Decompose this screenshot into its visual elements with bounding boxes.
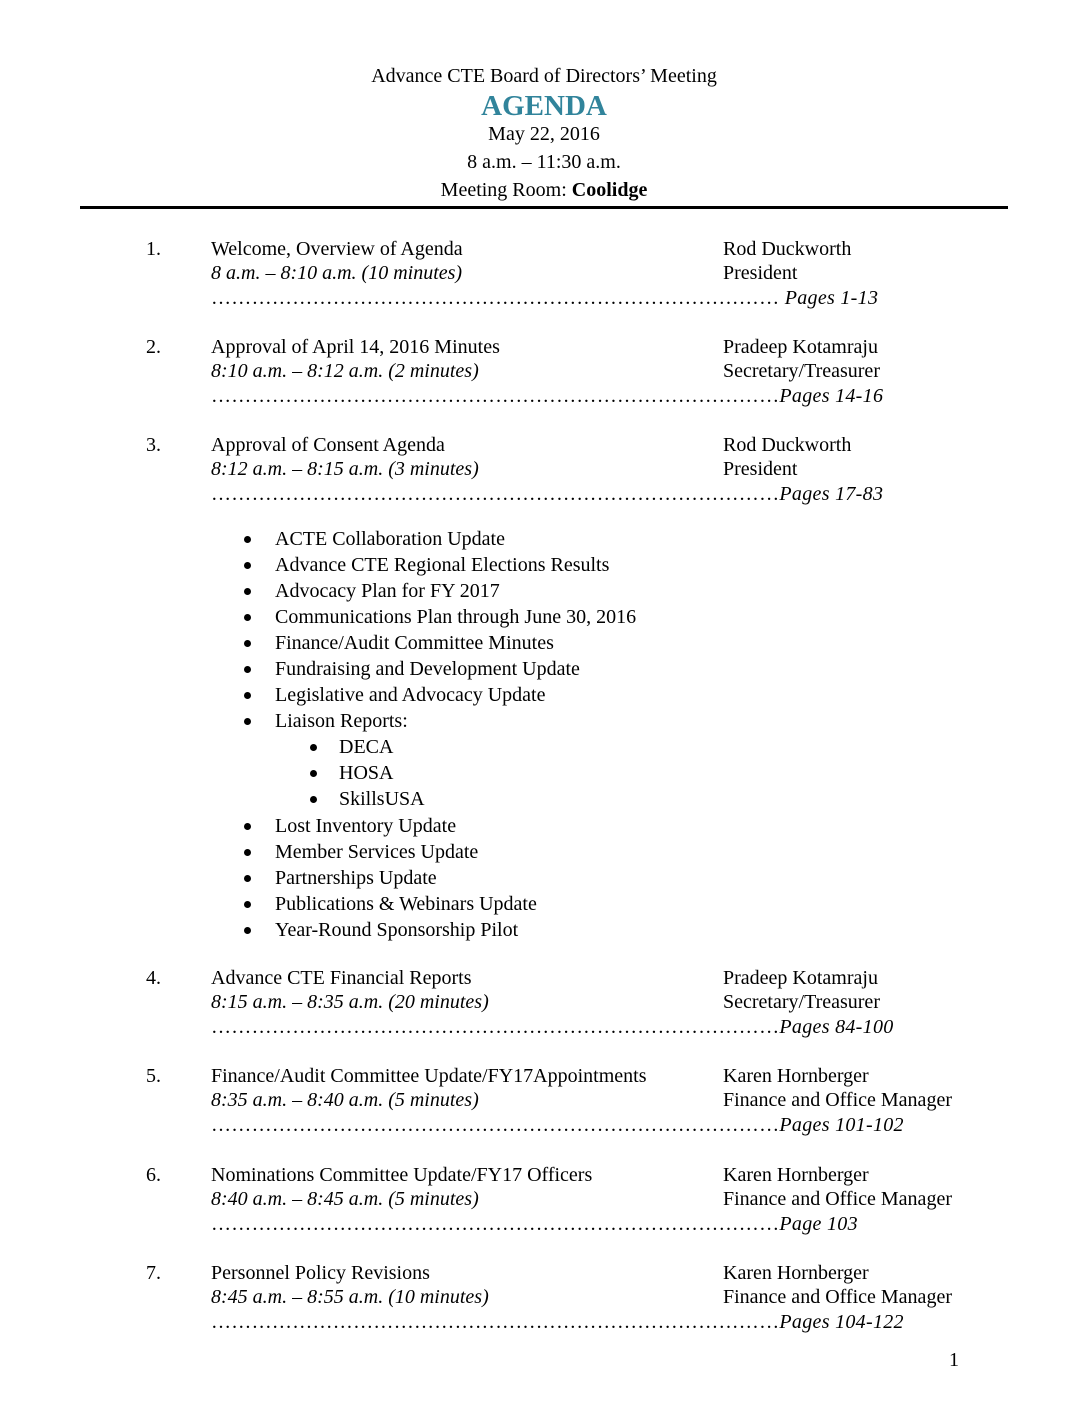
list-item-text: Advance CTE Regional Elections Results bbox=[275, 554, 610, 576]
item-pages: Pages 84-100 bbox=[779, 1016, 894, 1038]
item-presenter-role: Finance and Office Manager bbox=[723, 1089, 952, 1111]
item-time: 8 a.m. – 8:10 a.m. (10 minutes) bbox=[211, 262, 463, 284]
bullet-icon bbox=[244, 536, 251, 543]
item-pages: Pages 17-83 bbox=[779, 483, 884, 505]
bullet-icon bbox=[310, 796, 317, 803]
item-leader bbox=[211, 1015, 894, 1040]
item-title: Approval of April 14, 2016 Minutes bbox=[211, 336, 500, 358]
item-presenter-role: President bbox=[723, 458, 798, 480]
dot-leader: ………………………………………………………………………… bbox=[211, 287, 785, 309]
item-pages: Pages 104-122 bbox=[779, 1311, 904, 1333]
meeting-room-name: Coolidge bbox=[571, 179, 648, 201]
meeting-date: May 22, 2016 bbox=[488, 123, 600, 145]
list-item-text: Year-Round Sponsorship Pilot bbox=[275, 919, 519, 941]
meeting-time: 8 a.m. – 11:30 a.m. bbox=[467, 151, 621, 173]
item-leader bbox=[211, 1310, 904, 1335]
dot-leader: ………………………………………………………………………… bbox=[211, 385, 780, 407]
item-number: 3. bbox=[146, 434, 161, 456]
item-leader bbox=[211, 286, 878, 311]
list-item-text: HOSA bbox=[339, 762, 394, 784]
dot-leader: ………………………………………………………………………… bbox=[211, 1016, 780, 1038]
bullet-icon bbox=[310, 770, 317, 777]
item-presenter: Karen Hornberger bbox=[723, 1065, 869, 1087]
meeting-name: Advance CTE Board of Directors’ Meeting bbox=[371, 65, 717, 87]
item-number: 4. bbox=[146, 967, 161, 989]
agenda-item-2 bbox=[0, 335, 1088, 410]
bullet-icon bbox=[244, 875, 251, 882]
item-presenter: Karen Hornberger bbox=[723, 1164, 869, 1186]
item-time: 8:40 a.m. – 8:45 a.m. (5 minutes) bbox=[211, 1188, 479, 1210]
list-item-text: Publications & Webinars Update bbox=[275, 893, 537, 915]
list-item-text: Member Services Update bbox=[275, 841, 479, 863]
agenda-item-3 bbox=[0, 433, 1088, 508]
dot-leader: ………………………………………………………………………… bbox=[211, 1114, 780, 1136]
list-item-text: Finance/Audit Committee Minutes bbox=[275, 632, 554, 654]
bullet-icon bbox=[244, 588, 251, 595]
list-item-text: Communications Plan through June 30, 2016 bbox=[275, 606, 637, 628]
page-title: AGENDA bbox=[481, 90, 607, 122]
item-presenter-role: Finance and Office Manager bbox=[723, 1286, 952, 1308]
item-title: Personnel Policy Revisions bbox=[211, 1262, 430, 1284]
item-pages: Pages 1-13 bbox=[784, 287, 879, 309]
item-title: Welcome, Overview of Agenda bbox=[211, 238, 463, 260]
agenda-item-7 bbox=[0, 1261, 1088, 1336]
list-item-text: Legislative and Advocacy Update bbox=[275, 684, 546, 706]
dot-leader: ………………………………………………………………………… bbox=[211, 483, 780, 505]
list-item-text: Lost Inventory Update bbox=[275, 815, 457, 837]
item-presenter-role: Finance and Office Manager bbox=[723, 1188, 952, 1210]
list-item-text: Fundraising and Development Update bbox=[275, 658, 580, 680]
item-time: 8:12 a.m. – 8:15 a.m. (3 minutes) bbox=[211, 458, 479, 480]
item-number: 5. bbox=[146, 1065, 161, 1087]
item-pages: Pages 14-16 bbox=[779, 385, 884, 407]
item-time: 8:10 a.m. – 8:12 a.m. (2 minutes) bbox=[211, 360, 479, 382]
agenda-item-4 bbox=[0, 966, 1088, 1041]
list-item-text: DECA bbox=[339, 736, 394, 758]
item-leader bbox=[211, 1212, 858, 1237]
agenda-item-1 bbox=[0, 237, 1088, 312]
item-time: 8:45 a.m. – 8:55 a.m. (10 minutes) bbox=[211, 1286, 489, 1308]
item-time: 8:15 a.m. – 8:35 a.m. (20 minutes) bbox=[211, 991, 489, 1013]
bullet-icon bbox=[244, 614, 251, 621]
bullet-icon bbox=[244, 901, 251, 908]
item-leader bbox=[211, 1113, 904, 1138]
item-title: Advance CTE Financial Reports bbox=[211, 967, 472, 989]
dot-leader: ………………………………………………………………………… bbox=[211, 1213, 780, 1235]
item-number: 7. bbox=[146, 1262, 161, 1284]
bullet-icon bbox=[244, 823, 251, 830]
item-presenter: Rod Duckworth bbox=[723, 434, 852, 456]
list-item-text: Partnerships Update bbox=[275, 867, 437, 889]
meeting-room-label: Meeting Room: bbox=[440, 179, 572, 201]
list-item-text: ACTE Collaboration Update bbox=[275, 528, 505, 550]
item-leader bbox=[211, 482, 883, 507]
agenda-item-5 bbox=[0, 1064, 1088, 1139]
item-title: Finance/Audit Committee Update/FY17Appointments bbox=[211, 1065, 647, 1087]
item-pages: Page 103 bbox=[779, 1213, 858, 1235]
item-presenter-role: President bbox=[723, 262, 798, 284]
item-presenter: Rod Duckworth bbox=[723, 238, 852, 260]
item-presenter-role: Secretary/Treasurer bbox=[723, 991, 880, 1013]
bullet-icon bbox=[244, 849, 251, 856]
item-time: 8:35 a.m. – 8:40 a.m. (5 minutes) bbox=[211, 1089, 479, 1111]
item-number: 6. bbox=[146, 1164, 161, 1186]
bullet-icon bbox=[244, 562, 251, 569]
agenda-item-6 bbox=[0, 1163, 1088, 1238]
item-presenter-role: Secretary/Treasurer bbox=[723, 360, 880, 382]
bullet-icon bbox=[244, 692, 251, 699]
item-title: Nominations Committee Update/FY17 Officers bbox=[211, 1164, 593, 1186]
bullet-icon bbox=[244, 927, 251, 934]
page-number: 1 bbox=[949, 1349, 959, 1371]
bullet-icon bbox=[244, 640, 251, 647]
item-pages: Pages 101-102 bbox=[779, 1114, 904, 1136]
item-presenter: Pradeep Kotamraju bbox=[723, 336, 878, 358]
header-divider bbox=[80, 206, 1008, 209]
bullet-icon bbox=[244, 718, 251, 725]
item-number: 1. bbox=[146, 238, 161, 260]
bullet-icon bbox=[244, 666, 251, 673]
list-item-text: Advocacy Plan for FY 2017 bbox=[275, 580, 500, 602]
item-title: Approval of Consent Agenda bbox=[211, 434, 445, 456]
item-presenter: Karen Hornberger bbox=[723, 1262, 869, 1284]
item-leader bbox=[211, 384, 883, 409]
list-item-text: Liaison Reports: bbox=[275, 710, 408, 732]
dot-leader: ………………………………………………………………………… bbox=[211, 1311, 780, 1333]
item-number: 2. bbox=[146, 336, 161, 358]
item-presenter: Pradeep Kotamraju bbox=[723, 967, 878, 989]
meeting-room bbox=[0, 177, 1088, 203]
list-item-text: SkillsUSA bbox=[339, 788, 425, 810]
bullet-icon bbox=[310, 744, 317, 751]
